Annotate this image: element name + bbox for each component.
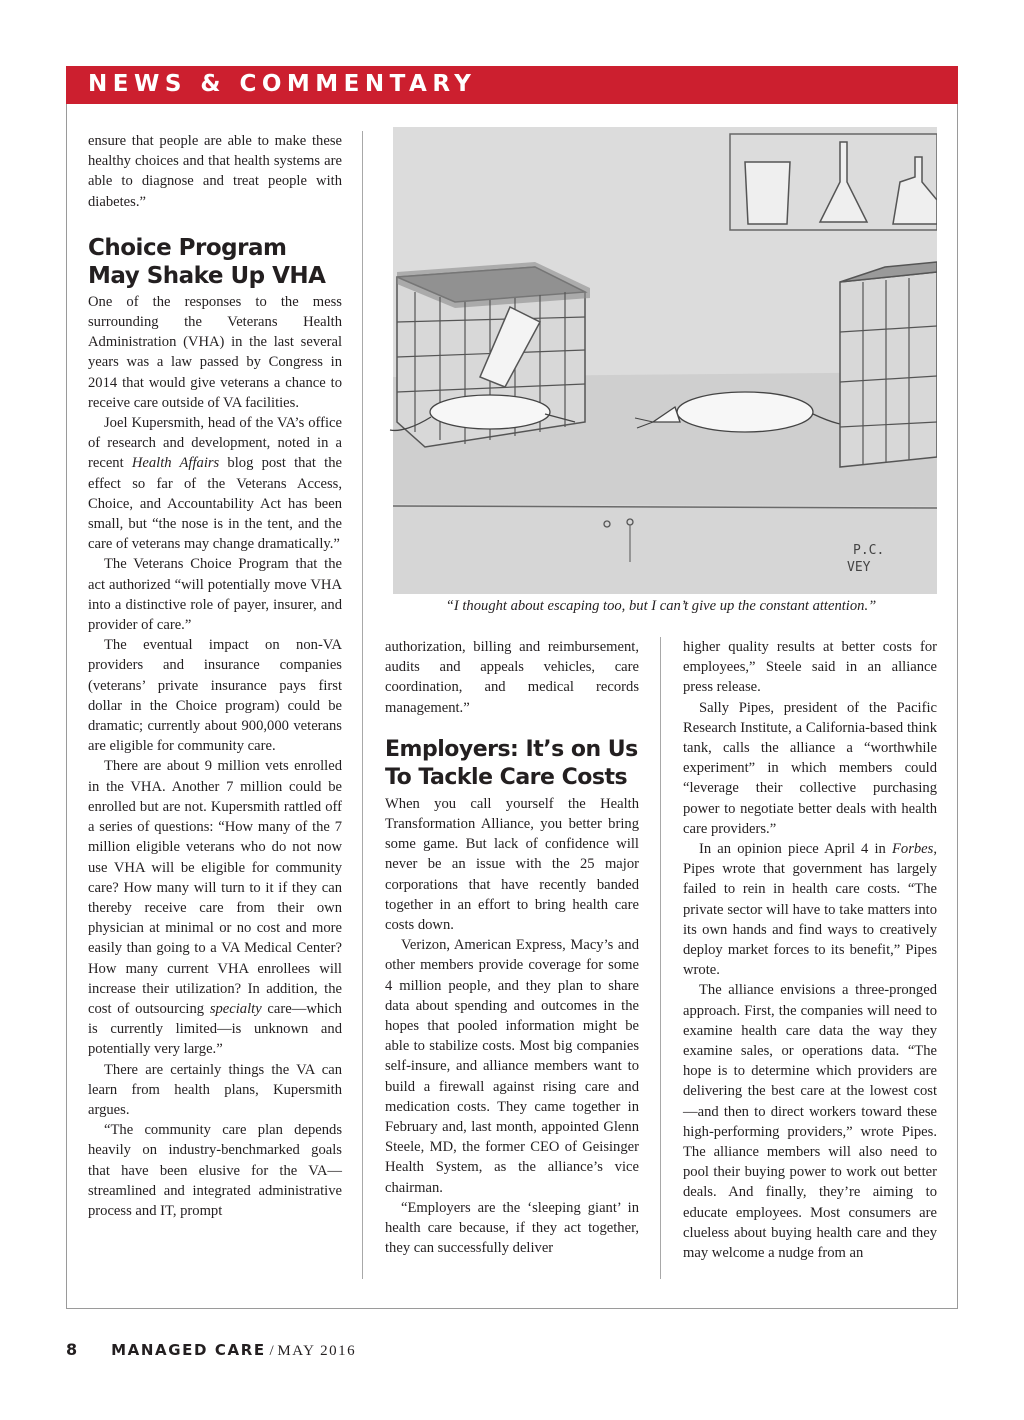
section-banner xyxy=(66,66,958,104)
magazine-name: MANAGED CARE xyxy=(111,1341,266,1359)
page-number: 8 xyxy=(66,1340,78,1359)
section-title: NEWS & COMMENTARY xyxy=(88,71,477,97)
paragraph: There are certainly things the VA can learn from health plans, Kupersmith argues. xyxy=(88,1061,342,1118)
cage-right xyxy=(840,262,937,467)
paragraph: One of the responses to the mess surrounding the Veterans Health Administration (VHA) in the last several years was a law passed by Congress in 2014 that would give veterans a chance to receive care outside of VA facilities. xyxy=(88,293,342,411)
paragraph: authorization, billing and reimbursement, audits and appeals vehicles, care coordination, and medical records management.” xyxy=(385,639,639,716)
article-heading-choice-program: Choice Program May Shake Up VHA xyxy=(88,234,326,289)
paragraph: There are about 9 million vets enrolled in the VHA. Another 7 million could be enrolled but are not. Kupersmith rattled off a series of questions: “How many of the 7 million eligible veterans who do not now use VHA will be eligible for community care? How many will turn to it if they can thereby receive care from their own physician at minimal or no cost and more easily than going to a VA Medical Center? How many current VHA enrollees will increase their utilization? In addition, the cost of outsourcing specialty care—which is currently limited—is unknown and potentially very large.” xyxy=(88,758,342,1058)
paragraph: The eventual impact on non-VA providers and insurance companies (veterans’ private insurance pays first dollar in the Choice program) could be dramatic; currently about 900,000 veterans are eligible for community care. xyxy=(88,637,342,755)
column-1 xyxy=(88,131,342,1221)
column-divider xyxy=(362,131,363,1279)
artist-signature: VEY xyxy=(847,560,871,575)
paragraph: higher quality results at better costs for employees,” Steele said in an alliance press release. xyxy=(683,639,937,696)
paragraph: The Veterans Choice Program that the act authorized “will potentially move VHA into a distinctive role of payer, insurer, and provider of care.” xyxy=(88,556,342,634)
column-divider xyxy=(660,637,661,1279)
beaker-icon xyxy=(745,162,790,224)
footer-separator: / xyxy=(265,1343,278,1359)
paragraph: In an opinion piece April 4 in Forbes, Pipes wrote that government has largely failed to rein in health care costs. “The private sector will have to take matters into its own hands and find ways to creatively deploy market forces to its benefit,” Pipes wrote. xyxy=(683,841,937,979)
paragraph: “The community care plan depends heavily on industry-benchmarked goals that have been elusive for the VA—streamlined and integrated administrative process and IT, prompt xyxy=(88,1122,342,1219)
article-heading-employers: Employers: It’s on Us To Tackle Care Costs xyxy=(385,736,638,790)
column-3 xyxy=(683,637,937,1263)
paragraph: The alliance envisions a three-pronged approach. First, the companies will need to examine health care data the way they examine sales, or operations data. “The hope is to determine which providers are delivering the best care at the lowest cost—and then to direct workers toward these high-performing providers,” wrote Pipes. The alliance members will also need to pool their buying power to work out better deals. And finally, they’re aiming to educate employees. Most consumers are clueless about buying health care and they may welcome a nudge from an xyxy=(683,982,937,1262)
paragraph: “Employers are the ‘sleeping giant’ in health care because, if they act together, they can successfully deliver xyxy=(385,1199,639,1257)
issue-date: MAY 2016 xyxy=(277,1343,357,1359)
page-footer xyxy=(66,1340,356,1360)
cage-left xyxy=(390,262,590,447)
paragraph: Joel Kupersmith, head of the VA’s office of research and development, noted in a recent Health Affairs blog post that the effect so far of the Veterans Access, Choice, and Accountability Act has been small, but “the nose is in the tent, and the care of veterans may change dramatically.” xyxy=(88,415,342,553)
column-2 xyxy=(385,637,639,1258)
paragraph: When you call yourself the Health Transformation Alliance, you better bring some game. But lack of confidence will never be an issue with the 25 major corporations that have recently banded together in an effort to bring health care costs down. xyxy=(385,795,639,934)
rat-in-cage xyxy=(430,395,550,429)
paragraph: ensure that people are able to make these healthy choices and that health systems are able to diagnose and treat people with diabetes.” xyxy=(88,133,342,210)
cartoon-caption: “I thought about escaping too, but I can’t give up the constant attention.” xyxy=(445,598,877,614)
cartoon-illustration xyxy=(385,122,937,594)
paragraph: Sally Pipes, president of the Pacific Research Institute, a California-based think tank, calls the alliance a “worthwhile experiment” in which members could “leverage their collective purchasing power to negotiate better deals with health care providers.” xyxy=(683,699,937,837)
artist-signature: P.C. xyxy=(853,543,885,558)
paragraph: Verizon, American Express, Macy’s and other members provide coverage for some 4 million people, and they plan to share data about spending and outcomes in the hopes that pooled information might be able to stabilize costs. Most big companies self-insure, and alliance members want to build a firewall against rising care and medication costs. They came together in February and, last month, appointed Glenn Steele, MD, the former CEO of Geisinger Health System, as the alliance’s vice chairman. xyxy=(385,937,639,1196)
